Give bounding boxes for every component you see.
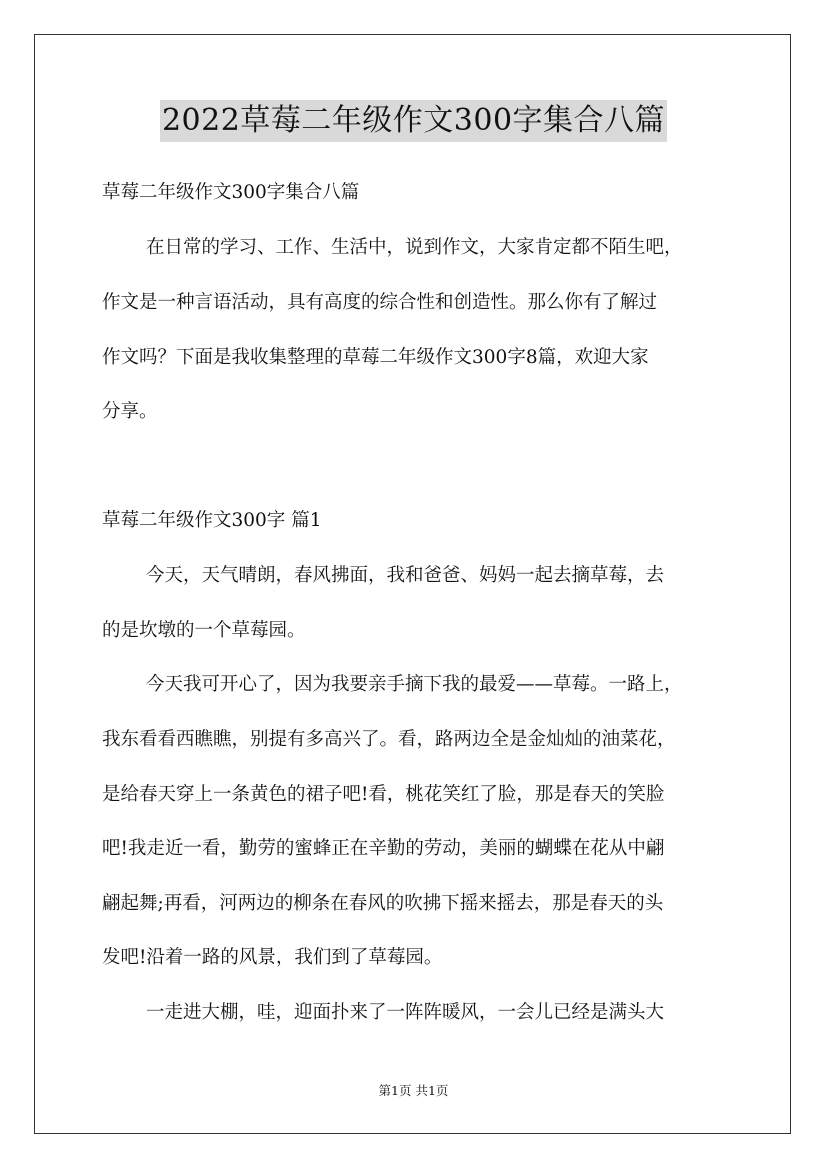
paragraph-line: 的是坎墩的一个草莓园。: [102, 620, 306, 641]
paragraph-line: 一走进大棚，哇，迎面扑来了一阵阵暖风，一会儿已经是满头大: [146, 1002, 665, 1023]
paragraph-line: 作文是一种言语活动，具有高度的综合性和创造性。那么你有了解过: [102, 292, 658, 313]
page-footer: 第1页 共1页: [378, 1083, 449, 1098]
paragraph-line: 吧!我走近一看，勤劳的蜜蜂正在辛勤的劳动，美丽的蝴蝶在花从中翩: [102, 838, 665, 859]
paragraph-line: 发吧!沿着一路的风景，我们到了草莓园。: [102, 947, 443, 968]
title-container: [0, 100, 827, 142]
paragraph-line: 我东看看西瞧瞧，别提有多高兴了。看，路两边全是金灿灿的油菜花，: [102, 729, 676, 750]
document-title: 2022草莓二年级作文300字集合八篇: [160, 100, 667, 142]
paragraph-line: 在日常的学习、工作、生活中，说到作文，大家肯定都不陌生吧，: [146, 237, 683, 258]
section-heading: 草莓二年级作文300字 篇1: [102, 510, 322, 531]
paragraph-line: 翩起舞;再看，河两边的柳条在春风的吹拂下摇来摇去，那是春天的头: [102, 893, 664, 914]
paragraph-line: 今天我可开心了，因为我要亲手摘下我的最爱——草莓。一路上，: [146, 674, 683, 695]
paragraph-line: 分享。: [102, 401, 158, 422]
paragraph-line: 今天，天气晴朗，春风拂面，我和爸爸、妈妈一起去摘草莓，去: [146, 565, 665, 586]
paragraph-line: 作文吗？下面是我收集整理的草莓二年级作文300字8篇，欢迎大家: [102, 347, 649, 368]
subtitle-line: 草莓二年级作文300字集合八篇: [102, 182, 360, 203]
paragraph-line: 是给春天穿上一条黄色的裙子吧!看，桃花笑红了脸，那是春天的笑脸: [102, 784, 665, 805]
